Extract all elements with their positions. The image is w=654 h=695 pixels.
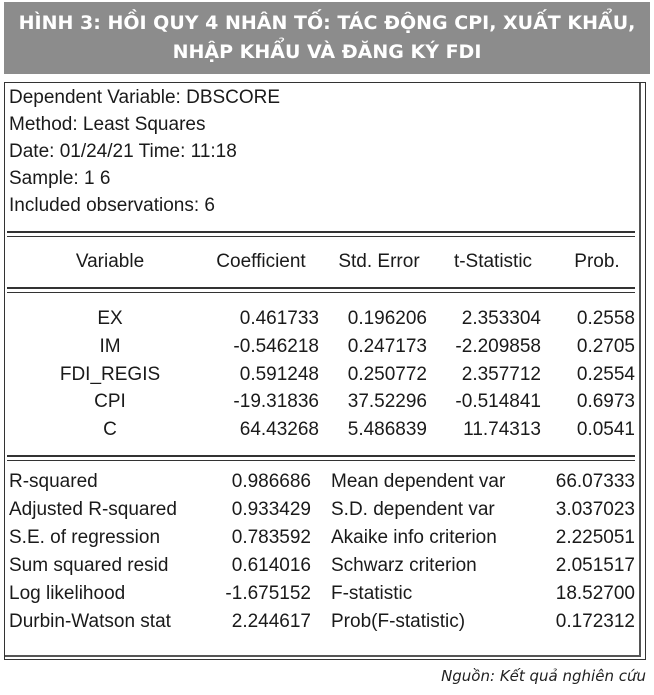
column-header-std-error: Std. Error <box>338 251 420 272</box>
stat-label-left: R-squared <box>9 471 98 492</box>
figure-title-line-1: HÌNH 3: HỒI QUY 4 NHÂN TỐ: TÁC ĐỘNG CPI, XUẤT KHẨU, <box>18 12 636 34</box>
row-t-statistic: 2.353304 <box>461 308 541 329</box>
stat-label-left: Log likelihood <box>9 583 126 604</box>
method-line: Method: Least Squares <box>9 114 206 135</box>
divider-top-b <box>7 236 635 237</box>
row-prob: 0.2554 <box>576 364 635 385</box>
figure-title-line-2: NHẬP KHẨU VÀ ĐĂNG KÝ FDI <box>172 41 482 63</box>
stat-value-right: 18.52700 <box>555 583 635 604</box>
row-coefficient: 0.461733 <box>239 308 319 329</box>
sample-line: Sample: 1 6 <box>9 168 111 189</box>
regression-output-panel <box>4 82 646 660</box>
row-prob: 0.0541 <box>576 419 635 440</box>
stat-value-left: 2.244617 <box>231 611 311 632</box>
column-header-prob: Prob. <box>574 251 620 272</box>
stat-value-right: 3.037023 <box>555 499 635 520</box>
row-std-error: 0.247173 <box>347 336 427 357</box>
row-std-error: 0.196206 <box>347 308 427 329</box>
column-header-coefficient: Coefficient <box>216 251 306 272</box>
row-coefficient: 64.43268 <box>239 419 319 440</box>
stat-label-right: Mean dependent var <box>331 471 506 492</box>
row-std-error: 0.250772 <box>347 364 427 385</box>
stat-value-right: 66.07333 <box>555 471 635 492</box>
row-prob: 0.2705 <box>576 336 635 357</box>
observations-line: Included observations: 6 <box>9 195 215 216</box>
stat-value-right: 0.172312 <box>555 611 635 632</box>
row-t-statistic: -0.514841 <box>455 391 541 412</box>
row-std-error: 5.486839 <box>347 419 427 440</box>
stat-label-right: Schwarz criterion <box>331 555 477 576</box>
row-variable: CPI <box>94 391 126 412</box>
row-prob: 0.2558 <box>576 308 635 329</box>
divider-body-a <box>7 455 635 457</box>
divider-header-a <box>7 287 635 289</box>
figure-title <box>4 2 650 74</box>
column-header-t-statistic: t-Statistic <box>453 251 533 272</box>
regression-output-inner <box>5 83 641 657</box>
row-t-statistic: 2.357712 <box>461 364 541 385</box>
stat-value-left: 0.783592 <box>231 527 311 548</box>
column-header-variable: Variable <box>75 251 145 272</box>
stat-label-right: S.D. dependent var <box>331 499 495 520</box>
row-prob: 0.6973 <box>576 391 635 412</box>
stat-label-left: Sum squared resid <box>9 555 169 576</box>
stat-value-left: 0.986686 <box>231 471 311 492</box>
stat-label-right: Prob(F-statistic) <box>331 611 466 632</box>
stat-label-left: Adjusted R-squared <box>9 499 177 520</box>
row-std-error: 37.52296 <box>347 391 427 412</box>
stat-value-left: 0.933429 <box>231 499 311 520</box>
row-coefficient: -19.31836 <box>233 391 319 412</box>
divider-header-b <box>7 292 635 293</box>
stat-value-left: -1.675152 <box>225 583 311 604</box>
row-variable: IM <box>99 336 121 357</box>
row-t-statistic: 11.74313 <box>463 419 541 440</box>
row-variable: EX <box>97 308 123 329</box>
row-variable: C <box>103 419 117 440</box>
stat-value-left: 0.614016 <box>231 555 311 576</box>
stat-label-right: Akaike info criterion <box>331 527 497 548</box>
row-coefficient: 0.591248 <box>239 364 319 385</box>
row-t-statistic: -2.209858 <box>455 336 541 357</box>
divider-top-a <box>7 231 635 233</box>
dependent-variable-line: Dependent Variable: DBSCORE <box>9 87 281 108</box>
date-time-line: Date: 01/24/21 Time: 11:18 <box>9 141 237 162</box>
stat-label-right: F-statistic <box>331 583 413 604</box>
row-variable: FDI_REGIS <box>59 364 161 385</box>
stat-label-left: S.E. of regression <box>9 527 161 548</box>
stat-value-right: 2.225051 <box>555 527 635 548</box>
divider-body-b <box>7 460 635 461</box>
stat-label-left: Durbin-Watson stat <box>9 611 171 632</box>
row-coefficient: -0.546218 <box>233 336 319 357</box>
stat-value-right: 2.051517 <box>555 555 635 576</box>
source-caption: Nguồn: Kết quả nghiên cứu <box>441 667 646 685</box>
